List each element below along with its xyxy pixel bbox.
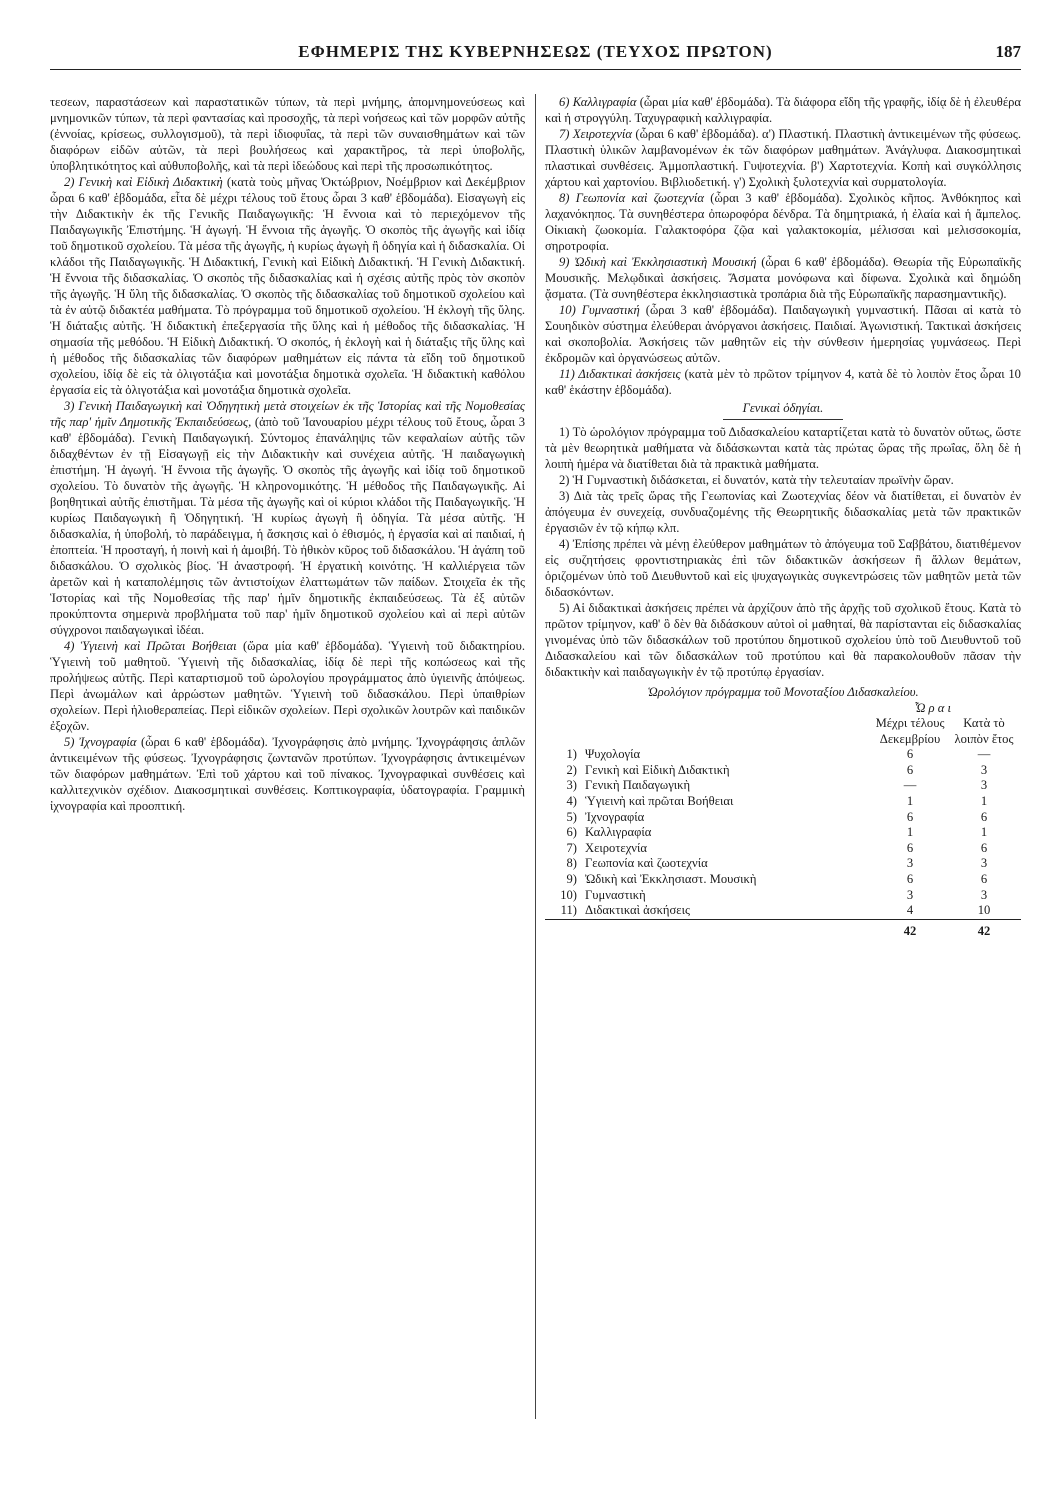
schedule-total-spacer — [545, 919, 583, 939]
schedule-header-num — [545, 716, 583, 747]
schedule-row — [545, 903, 1021, 919]
heading-teaching-exercises: 11) Διδακτικαὶ ἀσκήσεις — [559, 367, 681, 381]
journal-title: ΕΦΗΜΕΡΙΣ ΤΗΣ ΚΥΒΕΡΝΗΣΕΩΣ (ΤΕΥΧΟΣ ΠΡΩΤΟΝ) — [298, 42, 773, 61]
schedule-title: Ὡρολόγιον πρόγραμμα τοῦ Μονοταξίου Διδασκαλείου. — [647, 685, 919, 699]
schedule-cell-num: 6) — [566, 825, 577, 840]
schedule-cell-v1: 6 — [906, 762, 914, 777]
body-calligraphy: (ὧραι μία καθ' ἑβδομάδα). Τὰ διάφορα εἴδη τῆς γραφῆς, ἰδίᾳ δὲ ἡ ἐλευθέρα καὶ ἡ στρογγύλη. Ταχυγραφικὴ καλλιγραφία. — [545, 95, 1022, 125]
schedule-table — [545, 716, 1021, 939]
schedule-cell-v1: 6 — [906, 747, 914, 762]
schedule-cell-subject: Γενικὴ καὶ Εἰδικὴ Διδακτικὴ — [585, 762, 730, 777]
schedule-row — [545, 872, 1021, 888]
instruction-2: 2) Ἡ Γυμναστικὴ διδάσκεται, εἰ δυνατόν, κατὰ τὴν τελευταίαν πρωϊνὴν ὥραν. — [559, 473, 954, 487]
schedule-header-row — [545, 716, 1021, 747]
body-agriculture: (ὧραι 3 καθ' ἑβδομάδα). Σχολικὸς κῆπος. Ἀνθόκηπος καὶ λαχανόκηπος. Τὰ συνηθέστερα ὀπωροφόρα δένδρα. Τὰ δημητριακά, ἡ ἐλαία καὶ ἡ ἄμπελος. Οἰκιακὴ ζωοκομία. Γαλακτοφόρα ζῷα καὶ γαλακτοκομία, μέλισσαι καὶ μελισσοκομία, σηροτροφία. — [545, 191, 1021, 253]
paragraph-gymnastics — [545, 302, 1021, 366]
schedule-cell-num: 3) — [566, 778, 577, 793]
instruction-4: 4) Ἐπίσης πρέπει νὰ μένῃ ἐλεύθερον μαθημάτων τὸ ἀπόγευμα τοῦ Σαββάτου, διατιθέμενον εἰς συζητήσεις φροντιστηριακὰς ἐπὶ τῶν διδακτικῶν ἀσκήσεων ἢ ἄλλων θεμάτων, ὁριζομένων ὑπὸ τοῦ Διευθυντοῦ καὶ εἰς ψυχαγωγικὰς συγκεντρώσεις τῶν μαθητῶν μετὰ τῶν διδασκόντων. — [545, 537, 1021, 599]
schedule-hours-heading: Ὧ ρ α ι — [914, 701, 951, 715]
schedule-cell-num: 4) — [566, 793, 577, 808]
schedule-cell-v1: 6 — [906, 840, 914, 855]
schedule-cell-v2: 3 — [980, 856, 988, 871]
schedule-header-col2: Κατὰ τὸ λοιπὸν ἔτος — [954, 716, 1014, 746]
schedule-cell-v2: 6 — [980, 840, 988, 855]
schedule-cell-v2: 1 — [980, 825, 988, 840]
heading-agriculture: 8) Γεωπονία καὶ ζωοτεχνία — [559, 191, 705, 205]
schedule-row — [545, 825, 1021, 841]
body-handicraft: (ὧραι 6 καθ' ἑβδομάδα). α') Πλαστική. Πλαστικὴ ἀντικειμένων τῆς φύσεως. Πλαστικὴ ὑλικῶν λαμβανομένων ἐκ τῶν διαφόρων μαθημάτων. Ἀνάγλυφα. Διακοσμητικαὶ πλαστικαὶ συνθέσεις. Ἀμμοπλαστική. Γυψοτεχνία. β') Χαρτοτεχνία. Κοπὴ καὶ συγκόλλησις χάρτου καὶ χαρτονίου. Βιβλιοδετική. γ') Σχολικὴ ξυλοτεχνία καὶ συρματολογία. — [545, 127, 1021, 189]
schedule-cell-v2: 3 — [980, 778, 988, 793]
schedule-total-row — [545, 919, 1021, 939]
schedule-cell-v2: 10 — [977, 903, 991, 918]
schedule-cell-v1: 3 — [906, 887, 914, 902]
schedule-row — [545, 810, 1021, 826]
schedule-row — [545, 794, 1021, 810]
section-rule — [723, 419, 843, 420]
schedule-row — [545, 841, 1021, 857]
heading-handicraft: 7) Χειροτεχνία — [559, 127, 633, 141]
heading-gymnastics: 10) Γυμναστική — [559, 303, 640, 317]
schedule-cell-v2: 3 — [980, 762, 988, 777]
schedule-cell-v1: — — [903, 778, 917, 793]
heading-drawing: 5) Ἰχνογραφία — [64, 735, 137, 749]
schedule-cell-v2: 1 — [980, 793, 988, 808]
schedule-cell-subject: Καλλιγραφία — [585, 825, 652, 840]
paragraph-pedagogy — [50, 398, 525, 638]
schedule-cell-num: 11) — [560, 903, 577, 918]
schedule-cell-v1: 4 — [906, 903, 914, 918]
schedule-cell-subject: Ψυχολογία — [585, 747, 641, 762]
paragraph-music — [545, 254, 1021, 302]
paragraph-agriculture — [545, 190, 1021, 254]
schedule-cell-v2: 6 — [980, 871, 988, 886]
schedule-cell-num: 8) — [566, 856, 577, 871]
schedule-total-2: 42 — [947, 919, 1021, 939]
body-pedagogy: (ἀπὸ τοῦ Ἰανουαρίου μέχρι τέλους τοῦ ἔτους, ὧραι 3 καθ' ἑβδομάδα). Γενικὴ Παιδαγωγική. Σύντομος ἐπανάληψις τῶν κεφαλαίων αὐτῆς τῶν διδαχθέντων ἐν τῇ Εἰσαγωγῇ εἰς τὴν Διδακτικὴν καὶ συνέχεια αὐτῆς. Ἡ παιδαγωγικὴ ἐπιστήμη. Ἡ ἀγωγή. Ἡ ἔννοια τῆς ἀγωγῆς. Ὁ σκοπὸς τῆς ἀγωγῆς καὶ ἰδίᾳ τοῦ δημοτικοῦ σχολείου. Τὸ δυνατὸν τῆς ἀγωγῆς. Ἡ κληρονομικότης. Ἡ μέθοδος τῆς Παιδαγωγικῆς. Αἱ βοηθητικαὶ αὐτῆς ἐπιστῆμαι. Τὰ μέσα τῆς ἀγωγῆς καὶ οἱ κύριοι κλάδοι τῆς Παιδαγωγικῆς. Ἡ κυρίως Παιδαγωγικὴ ἢ Ὁδηγητική. Ἡ κυρίως ἀγωγὴ ἢ ὁδηγία. Τὰ μέσα αὐτῆς. Ἡ διδασκαλία, ἡ ὑποβολή, τὸ παράδειγμα, ἡ ἄσκησις καὶ ὁ ἐθισμός, ἡ ἐργασία καὶ αἱ παιδιαί, ἡ ἐποπτεία. Ἡ προσταγή, ἡ ποινὴ καὶ ἡ ἀμοιβή. Τὸ ἠθικὸν κῦρος τοῦ διδασκάλου. Ἡ ἀγάπη τοῦ διδασκάλου. Ὁ σχολικὸς βίος. Ἡ ἀναστροφή. Ἡ ἐργατικὴ κοινότης. Ἡ καλλιέργεια τῶν ἀρετῶν καὶ ἡ καταπολέμησις τῶν ἀντιστοίχων ἐλαττωμάτων τῶν παίδων. Στοιχεῖα ἐκ τῆς Ἱστορίας καὶ τῆς Νομοθεσίας τῆς παρ' ἡμῖν δημοτικῆς ἐκπαιδεύσεως. Τὰ ἐξ αὐτῶν προκύπτοντα σημερινὰ προβλήματα τοῦ παρ' ἡμῖν δημοτικοῦ σχολείου καὶ αἱ περὶ αὐτῶν σύγχρονοι παιδαγωγικαὶ ἰδέαι. — [50, 415, 525, 637]
schedule-total-spacer — [583, 919, 873, 939]
schedule-cell-subject: Γυμναστικὴ — [585, 887, 646, 902]
schedule-cell-num: 5) — [566, 809, 577, 824]
schedule-cell-v1: 6 — [906, 871, 914, 886]
body-drawing: (ὧραι 6 καθ' ἑβδομάδα). Ἰχνογράφησις ἀπὸ μνήμης. Ἰχνογράφησις ἁπλῶν ἀντικειμένων τῆς φύσεως. Ἰχνογράφησις ζωντανῶν προτύπων. Ἰχνογράφησις ἀντικειμένων τῶν διαφόρων μαθημάτων. Ἐπὶ τοῦ χάρτου καὶ τοῦ πίνακος. Ἰχνογραφικαὶ συνθέσεις καὶ καλλιτεχνικὸν σχέδιον. Διακοσμητικαὶ συνθέσεις. Κοπτικογραφία, ὑδατογραφία. Γραμμικὴ ἰχνογραφία καὶ προοπτική. — [50, 735, 525, 813]
schedule-cell-v2: — — [977, 747, 991, 762]
general-instructions-heading: Γενικαὶ ὁδηγίαι. — [742, 401, 824, 415]
schedule-cell-subject: Ὑγιεινὴ καὶ πρῶται Βοήθειαι — [585, 793, 734, 808]
schedule-row — [545, 888, 1021, 904]
heading-pedagogy: 3) Γενικὴ Παιδαγωγικὴ καὶ Ὁδηγητικὴ μετὰ στοιχείων ἐκ τῆς Ἱστορίας καὶ τῆς Νομοθεσίας τῆς παρ' ἡμῖν Δημοτικῆς Ἐκπαιδεύσεως, — [50, 399, 525, 429]
schedule-row — [545, 763, 1021, 779]
schedule-cell-num: 9) — [566, 871, 577, 886]
schedule-cell-v2: 6 — [980, 809, 988, 824]
schedule-body — [545, 747, 1021, 919]
header-rule — [50, 69, 1021, 70]
schedule-cell-subject: Χειροτεχνία — [585, 840, 647, 855]
schedule-cell-num: 2) — [566, 762, 577, 777]
schedule-row — [545, 747, 1021, 763]
paragraph-calligraphy — [545, 94, 1021, 126]
body-hygiene: (ὥρα μία καθ' ἑβδομάδα). Ὑγιεινὴ τοῦ διδακτηρίου. Ὑγιεινὴ τοῦ μαθητοῦ. Ὑγιεινὴ τῆς διδασκαλίας, ἰδίᾳ δὲ περὶ τῆς κοπώσεως καὶ τῆς προλήψεως αὐτῆς. Περὶ καταρτισμοῦ τοῦ ὡρολογίου προγράμματος ἀπὸ ὑγιεινῆς ἀπόψεως. Περὶ ἀνωμάλων καὶ ἀρρώστων μαθητῶν. Ὑγιεινὴ τοῦ διδασκάλου. Περὶ ὑπαιθρίων σχολείων. Περὶ ἡλιοθεραπείας. Περὶ εἰδικῶν σχολείων. Περὶ σχολικῶν λουτρῶν καὶ παιδικῶν ἐξοχῶν. — [50, 639, 525, 733]
schedule-cell-num: 1) — [566, 747, 577, 762]
schedule-cell-v1: 1 — [906, 793, 914, 808]
schedule-cell-subject: Διδακτικαὶ ἀσκήσεις — [585, 903, 690, 918]
schedule-row — [545, 778, 1021, 794]
schedule-cell-v2: 3 — [980, 887, 988, 902]
body-music: (ὧραι 6 καθ' ἑβδομάδα). Θεωρία τῆς Εὐρωπαϊκῆς Μουσικῆς. Μελῳδικαὶ ἀσκήσεις. Ἄσματα μονόφωνα καὶ δίφωνα. Σχολικὰ καὶ δημώδη ᾄσματα. (Τὰ συνηθέστερα ἐκκλησιαστικὰ τροπάρια διὰ τῆς Εὐρωπαϊκῆς παρασημαντικῆς). — [545, 255, 1021, 301]
schedule-header-col1: Μέχρι τέλους Δεκεμβρίου — [875, 716, 945, 746]
body-didactics: (κατὰ τοὺς μῆνας Ὀκτώβριον, Νοέμβριον καὶ Δεκέμβριον ὧραι 6 καθ' ἑβδομάδα, εἶτα δὲ μέχρι τέλους τοῦ ἔτους ὧραι 3 καθ' ἑβδομάδα). Εἰσαγωγὴ εἰς τὴν Διδακτικὴν ἐκ τῆς Γενικῆς Παιδαγωγικῆς: Ἡ ἔννοια καὶ τὸ περιεχόμενον τῆς Παιδαγωγικῆς Ἐπιστήμης. Ἡ ἀγωγή. Ἡ ἔννοια τῆς ἀγωγῆς. Ὁ σκοπὸς τῆς ἀγωγῆς καὶ ἰδίᾳ τοῦ δημοτικοῦ σχολείου. Τὰ μέσα τῆς ἀγωγῆς, ἡ κυρίως ἀγωγὴ ἢ ὁδηγία καὶ ἡ διδασκαλία. Οἱ κλάδοι τῆς Παιδαγωγικῆς. Ἡ Διδακτική, Γενικὴ καὶ Εἰδικὴ Διδακτική. Ἡ Γενικὴ Διδακτική. Ἡ ἔννοια τῆς διδασκαλίας. Ὁ σκοπὸς τῆς διδασκαλίας καὶ ἡ σχέσις αὐτῆς πρὸς τὸν σκοπὸν τῆς ἀγωγῆς. Ἡ ὕλη τῆς διδασκαλίας. Ὁ σκοπὸς τῆς διδασκαλίας τοῦ δημοτικοῦ σχολείου καὶ τὰ ἐν αὐτῷ διδακτέα μαθήματα. Τὸ πρόγραμμα τοῦ δημοτικοῦ σχολείου. Ἡ ἐκλογὴ τῆς ὕλης. Ἡ διάταξις αὐτῆς. Ἡ διδακτικὴ ἐπεξεργασία τῆς ὕλης καὶ ἡ μέθοδος τῆς διδασκαλίας. Ἡ σημασία τῆς μεθόδου. Ἡ Εἰδικὴ Διδακτική. Ὁ σκοπός, ἡ ἐκλογὴ καὶ ἡ διάταξις τῆς ὕλης καὶ ἡ μέθοδος τῆς διδασκαλίας τῶν διαφόρων μαθημάτων εἰς πάντα τὰ εἴδη τοῦ δημοτικοῦ σχολείου, ἰδίᾳ δὲ εἰς τὰ ὀλιγοτάξια καὶ μονοτάξια δημοτικὰ σχολεῖα. Ἡ διδακτικὴ καθόλου ἐργασία εἰς τὰ ὀλιγοτάξια καὶ μονοτάξια δημοτικὰ σχολεῖα. — [50, 175, 526, 397]
paragraph-didactics — [50, 174, 525, 398]
paragraph-psychology-cont: τεσεων, παραστάσεων καὶ παραστατικῶν τύπων, τὰ περὶ μνήμης, ἀπομνημονεύσεως καὶ μνημονικῶν τύπων, τὰ περὶ φαντασίας καὶ προσοχῆς, τὰ περὶ νοήσεως καὶ τῶν μορφῶν αὐτῆς (ἐννοίας, κρίσεως, συλλογισμοῦ), τὰ περὶ ἰδιοφυΐας, τὰ περὶ τῶν συναισθημάτων καὶ τῶν διαφόρων εἰδῶν αὐτῶν, τὰ περὶ βουλήσεως καὶ χαρακτῆρος, τὰ περὶ ὑποβολῆς, ὑποβλητικότητος καὶ αὐθυποβολῆς, καὶ τὰ περὶ ἰδεώδους καὶ περὶ τῆς προσωπικότητος. — [50, 95, 525, 173]
schedule-cell-v1: 6 — [906, 809, 914, 824]
schedule-row — [545, 856, 1021, 872]
schedule-cell-subject: Ὠδικὴ καὶ Ἐκκλησιαστ. Μουσικὴ — [585, 871, 757, 886]
schedule-cell-subject: Ἰχνογραφία — [585, 809, 645, 824]
page-header — [50, 40, 1021, 70]
body-gymnastics: (ὧραι 3 καθ' ἑβδομάδα). Παιδαγωγικὴ γυμναστική. Πᾶσαι αἱ κατὰ τὸ Σουηδικὸν σύστημα ἐλεύθεραι ἀνόργανοι ἀσκήσεις. Παιδιαί. Ἀγωνιστική. Τακτικαὶ ἀσκήσεις καὶ σκοποβολία. Ἀσκήσεις τῶν μαθητῶν εἰς τὴν σύνθεσιν ἡμερησίας γυμνάσεως. Περὶ ἐκδρομῶν καὶ ὀργανώσεως αὐτῶν. — [545, 303, 1022, 365]
heading-didactics: 2) Γενικὴ καὶ Εἰδικὴ Διδακτικὴ — [64, 175, 223, 189]
schedule-header-subject — [583, 716, 873, 747]
page-number: 187 — [995, 42, 1021, 61]
heading-calligraphy: 6) Καλλιγραφία — [559, 95, 637, 109]
schedule-cell-v1: 1 — [906, 825, 914, 840]
column-divider — [535, 94, 536, 1419]
paragraph-handicraft — [545, 126, 1021, 190]
left-column — [50, 94, 525, 814]
schedule-cell-num: 7) — [566, 840, 577, 855]
instruction-1: 1) Τὸ ὡρολόγιον πρόγραμμα τοῦ Διδασκαλείου καταρτίζεται κατὰ τὸ δυνατὸν οὕτως, ὥστε τὰ μὲν θεωρητικὰ μαθήματα νὰ διδάσκωνται κατὰ τὰς πρώτας ὥρας τῆς πρωΐας, ὅλη δὲ ἡ λοιπὴ ἡμέρα νὰ διατίθεται διὰ τὰ πρακτικὰ μαθήματα. — [545, 425, 1021, 471]
instruction-3: 3) Διὰ τὰς τρεῖς ὥρας τῆς Γεωπονίας καὶ Ζωοτεχνίας δέον νὰ διατίθεται, εἰ δυνατὸν ἐν ἀπόγευμα ἐν συνεχείᾳ, συνδυαζομένης τῆς Θεωρητικῆς διδασκαλίας μετὰ τῶν πρακτικῶν ἐργασιῶν ἐν τῷ κήπῳ κλπ. — [545, 489, 1021, 535]
heading-music: 9) Ὠδικὴ καὶ Ἐκκλησιαστικὴ Μουσική — [559, 255, 757, 269]
body-teaching-exercises: (κατὰ μὲν τὸ πρῶτον τρίμηνον 4, κατὰ δὲ τὸ λοιπὸν ἔτος ὧραι 10 καθ' ἑκάστην ἑβδομάδα). — [545, 367, 1021, 397]
schedule-cell-subject: Γενικὴ Παιδαγωγικὴ — [585, 778, 691, 793]
paragraph-teaching-exercises — [545, 366, 1021, 398]
right-column — [545, 94, 1021, 939]
paragraph-drawing — [50, 734, 525, 814]
schedule-cell-subject: Γεωπονία καὶ ζωοτεχνία — [585, 856, 708, 871]
instruction-5: 5) Αἱ διδακτικαὶ ἀσκήσεις πρέπει νὰ ἀρχίζουν ἀπὸ τῆς ἀρχῆς τοῦ σχολικοῦ ἔτους. Κατὰ τὸ πρῶτον τρίμηνον, καθ' ὃ δὲν θὰ διδάσκουν αὐτοὶ οἱ μαθηταί, θὰ παρίστανται εἰς διδασκαλίας γινομένας ὑπὸ τῶν διδασκάλων τοῦ προτύπου δημοτικοῦ σχολείου ὑπὸ τοῦ Διευθυντοῦ τοῦ Διδασκαλείου καὶ τῶν διδασκάλων τοῦ προτύπου καὶ θὰ παρακολουθοῦν πᾶσαν τὴν διδακτικὴν καὶ παιδαγωγικὴν ἐν τῷ προτύπῳ ἐργασίαν. — [545, 601, 1021, 679]
paragraph-hygiene — [50, 638, 525, 734]
schedule-cell-v1: 3 — [906, 856, 914, 871]
schedule-total-1: 42 — [873, 919, 947, 939]
heading-hygiene: 4) Ὑγιεινὴ καὶ Πρῶται Βοήθειαι — [64, 639, 237, 653]
schedule-cell-num: 10) — [560, 887, 577, 902]
